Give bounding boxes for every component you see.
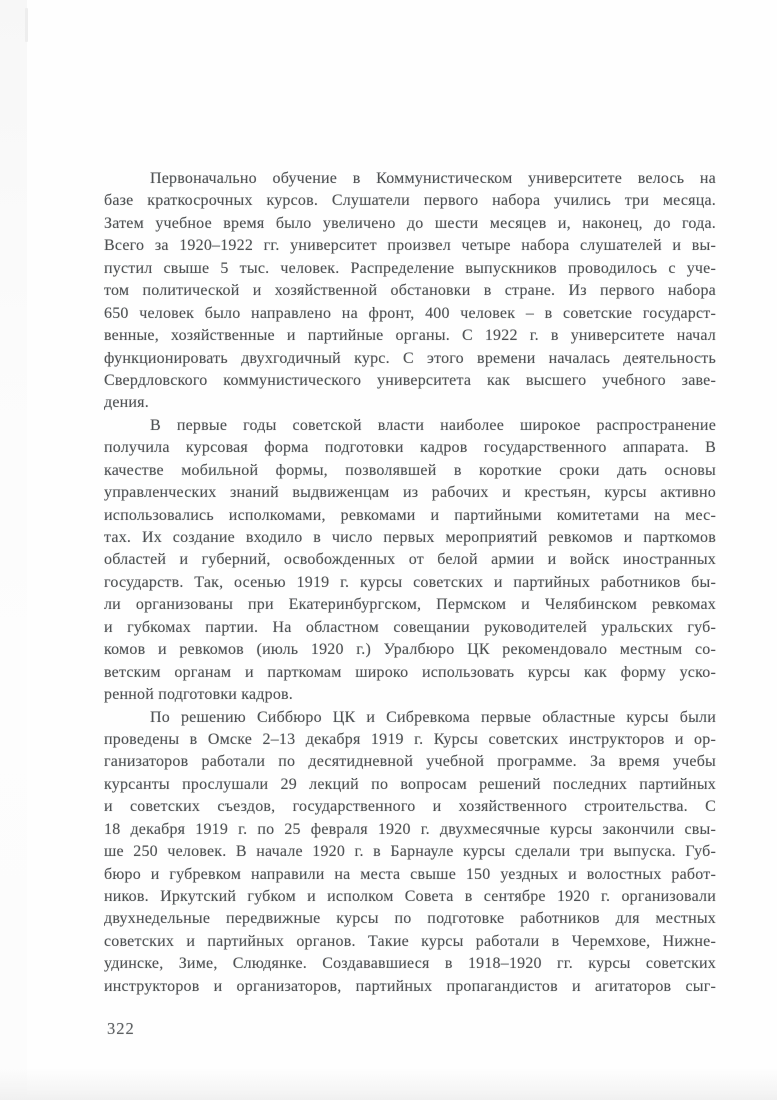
- text-line: качестве мобильной формы, позволявшей в короткие сроки дать основы: [104, 461, 716, 479]
- text-line: том политической и хозяйственной обстановки в стране. Из первого набора: [104, 282, 716, 300]
- text-line: ше 250 человек. В начале 1920 г. в Барнауле курсы сделали три выпуска. Губ-: [104, 843, 716, 861]
- text-line: проведены в Омске 2–13 декабря 1919 г. Курсы советских инструкторов и ор-: [104, 730, 716, 748]
- paragraph: [104, 707, 716, 999]
- text-line: комов и ревкомов (июль 1920 г.) Уралбюро ЦК рекомендовало местным со-: [104, 641, 716, 659]
- text-line: функционировать двухгодичный курс. С этого времени началась деятельность: [104, 349, 716, 367]
- text-line: курсанты прослушали 29 лекций по вопросам решений последних партийных: [104, 775, 716, 793]
- text-line: советских и партийных органов. Такие курсы работали в Черемхове, Нижне-: [104, 932, 716, 950]
- text-line: ганизаторов работали по десятидневной учебной программе. За время учебы: [104, 753, 716, 771]
- text-line: 18 декабря 1919 г. по 25 февраля 1920 г. двухмесячные курсы закончили свы-: [104, 820, 716, 838]
- text-line: Затем учебное время было увеличено до шести месяцев и, наконец, до года.: [104, 214, 716, 232]
- scan-edge-left: [0, 0, 27, 1100]
- text-line: инструкторов и организаторов, партийных пропагандистов и агитаторов сыг-: [104, 977, 716, 995]
- text-line: Всего за 1920–1922 гг. университет произвел четыре набора слушателей и вы-: [104, 237, 716, 255]
- text-line: ли организованы при Екатеринбургском, Пермском и Челябинском ревкомах: [104, 596, 716, 614]
- text-line: ренной подготовки кадров.: [104, 686, 293, 704]
- text-line: удинске, Зиме, Слюдянке. Создававшиеся в 1918–1920 гг. курсы советских: [104, 955, 716, 973]
- text-line: базе краткосрочных курсов. Слушатели первого набора учились три месяца.: [104, 192, 716, 210]
- text-line: венные, хозяйственные и партийные органы. С 1922 г. в университете начал: [104, 327, 716, 345]
- text-line: дения.: [104, 394, 149, 412]
- page-number: 322: [107, 1019, 135, 1038]
- paragraph: [104, 168, 716, 415]
- text-line: областей и губерний, освобожденных от белой армии и войск иностранных: [104, 551, 716, 569]
- text-line: В первые годы советской власти наиболее широкое распространение: [150, 416, 716, 434]
- text-line: использовались исполкомами, ревкомами и партийными комитетами на мес-: [104, 506, 716, 524]
- text-line: тах. Их создание входило в число первых мероприятий ревкомов и парткомов: [104, 529, 716, 546]
- text-line: Свердловского коммунистического университета как высшего учебного заве-: [104, 371, 716, 389]
- scan-artifact-tick: [25, 8, 28, 42]
- text-line: государств. Так, осенью 1919 г. курсы советских и партийных работников бы-: [104, 573, 716, 591]
- scan-shadow-bottom: [0, 1068, 777, 1100]
- text-line: ветским органам и парткомам широко использовать курсы как форму уско-: [104, 663, 716, 681]
- paragraph: [104, 415, 716, 707]
- text-line: пустил свыше 5 тыс. человек. Распределение выпускников проводилось с уче-: [104, 259, 716, 277]
- text-line: управленческих знаний выдвиженцам из рабочих и крестьян, курсы активно: [104, 484, 716, 502]
- text-line: Первоначально обучение в Коммунистическом университете велось на: [150, 170, 716, 187]
- text-line: По решению Сиббюро ЦК и Сибревкома первые областные курсы были: [150, 708, 716, 726]
- text-line: и губкомах партии. На областном совещании руководителей уральских губ-: [104, 618, 716, 636]
- text-line: 650 человек было направлено на фронт, 400 человек – в советские государст-: [104, 304, 716, 322]
- text-line: бюро и губревком направили на места свыше 150 уездных и волостных работ-: [104, 865, 716, 883]
- text-line: двухнедельные передвижные курсы по подготовке работников для местных: [104, 910, 716, 928]
- text-block: [104, 168, 716, 998]
- text-line: ников. Иркутский губком и исполком Совета в сентябре 1920 г. организовали: [104, 888, 716, 905]
- text-line: и советских съездов, государственного и хозяйственного строительства. С: [104, 798, 716, 816]
- text-line: получила курсовая форма подготовки кадров государственного аппарата. В: [104, 439, 716, 457]
